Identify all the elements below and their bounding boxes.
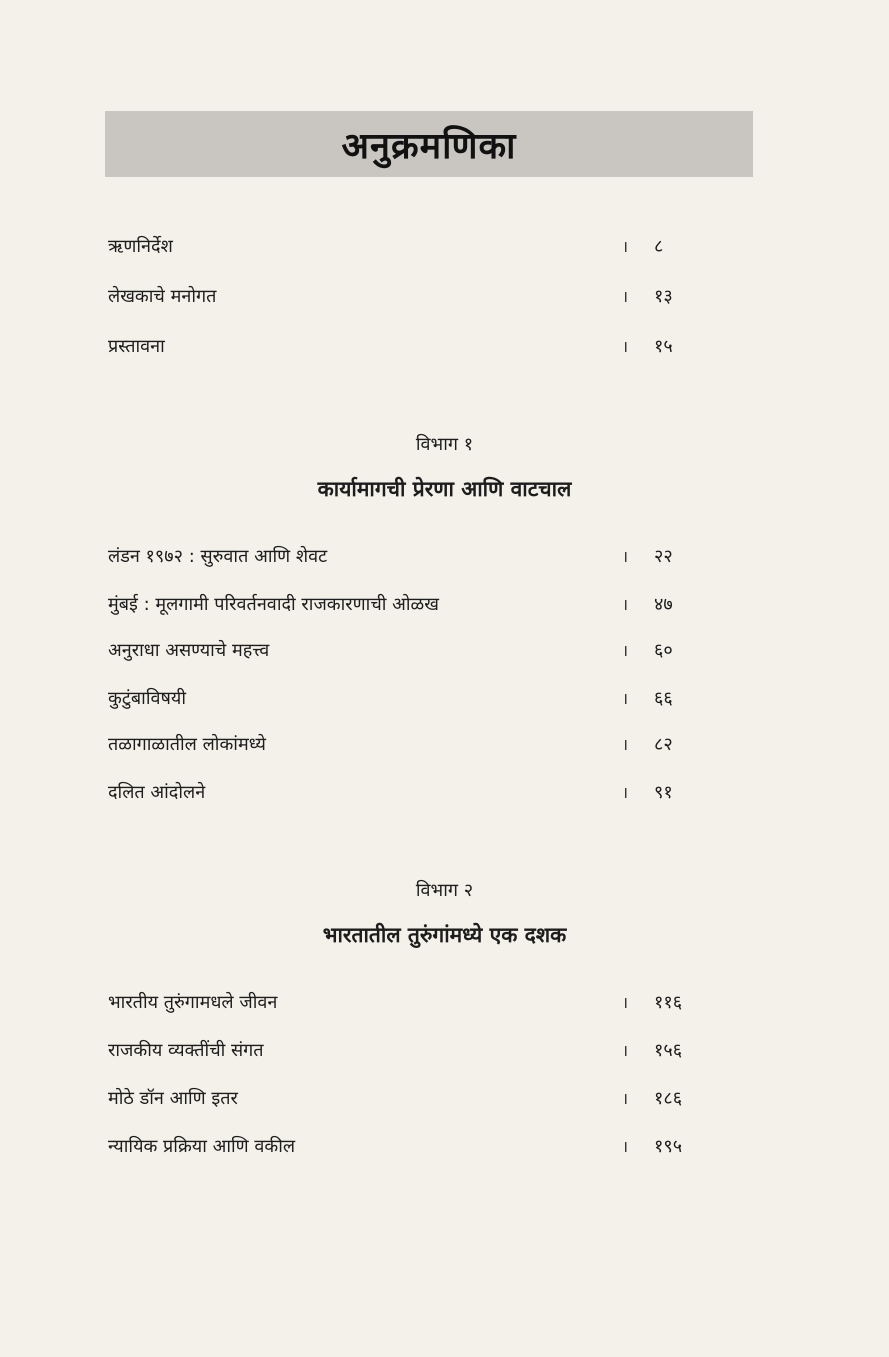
toc-entry (108, 1130, 748, 1164)
toc-entry-label: तळागाळातील लोकांमध्ये (108, 734, 266, 755)
toc-entry-label: मोठे डॉन आणि इतर (108, 1088, 238, 1109)
toc-entry-separator: । (622, 783, 629, 802)
toc-entry-page: ९१ (654, 782, 673, 803)
toc-entry (108, 682, 748, 716)
toc-entry-page: ६६ (654, 688, 673, 709)
toc-entry-separator: । (622, 595, 629, 614)
toc-entry-page: ११६ (654, 992, 683, 1013)
toc-entry-separator: । (622, 287, 629, 306)
toc-entry (108, 280, 748, 314)
toc-entry-page: १३ (654, 286, 673, 307)
section-2-label: विभाग २ (415, 880, 474, 901)
toc-entry-label: ऋणनिर्देश (108, 236, 173, 257)
toc-title: अनुक्रमणिका (341, 125, 517, 167)
toc-entry-page: ४७ (654, 594, 673, 615)
toc-entry-page: ८ (654, 236, 664, 257)
toc-entry-page: १९५ (654, 1136, 683, 1157)
toc-entry (108, 776, 748, 810)
toc-entry-page: २२ (654, 546, 673, 567)
toc-entry-separator: । (622, 237, 629, 256)
toc-entry (108, 728, 748, 762)
toc-entry (108, 330, 748, 364)
toc-entry-page: ८२ (654, 734, 673, 755)
toc-entry (108, 1082, 748, 1116)
toc-entry-page: १५ (654, 336, 673, 357)
toc-entry-separator: । (622, 641, 629, 660)
section-1-title: कार्यामागची प्रेरणा आणि वाटचाल (317, 477, 572, 501)
toc-entry-label: दलित आंदोलने (108, 782, 206, 803)
toc-entry-separator: । (622, 1041, 629, 1060)
toc-entry-page: १५६ (654, 1040, 683, 1061)
toc-entry (108, 588, 748, 622)
toc-entry-page: ६० (654, 640, 673, 661)
toc-entry-separator: । (622, 689, 629, 708)
toc-entry (108, 230, 748, 264)
toc-entry-label: प्रस्तावना (108, 336, 165, 357)
toc-entry-label: राजकीय व्यक्तींची संगत (108, 1040, 264, 1061)
toc-entry-label: भारतीय तुरुंगामधले जीवन (108, 992, 278, 1013)
toc-entry-separator: । (622, 1089, 629, 1108)
toc-entry-separator: । (622, 1137, 629, 1156)
toc-entry-separator: । (622, 547, 629, 566)
toc-entry-page: १८६ (654, 1088, 683, 1109)
section-2-title: भारतातील तुरुंगांमध्ये एक दशक (322, 923, 567, 947)
toc-entry-label: लेखकाचे मनोगत (108, 286, 217, 307)
toc-entry (108, 986, 748, 1020)
toc-title-bar (105, 111, 753, 177)
toc-entry (108, 634, 748, 668)
toc-entry-label: अनुराधा असण्याचे महत्त्व (108, 640, 270, 661)
toc-entry-label: लंडन १९७२ : सुरुवात आणि शेवट (108, 546, 328, 567)
toc-entry-separator: । (622, 993, 629, 1012)
toc-entry-label: न्यायिक प्रक्रिया आणि वकील (108, 1136, 296, 1157)
toc-entry-separator: । (622, 337, 629, 356)
toc-entry (108, 1034, 748, 1068)
section-1-label: विभाग १ (415, 434, 474, 455)
toc-entry-label: कुटुंबाविषयी (108, 688, 187, 709)
toc-entry-label: मुंबई : मूलगामी परिवर्तनवादी राजकारणाची ओळख (108, 594, 439, 615)
toc-entry-separator: । (622, 735, 629, 754)
toc-entry (108, 540, 748, 574)
